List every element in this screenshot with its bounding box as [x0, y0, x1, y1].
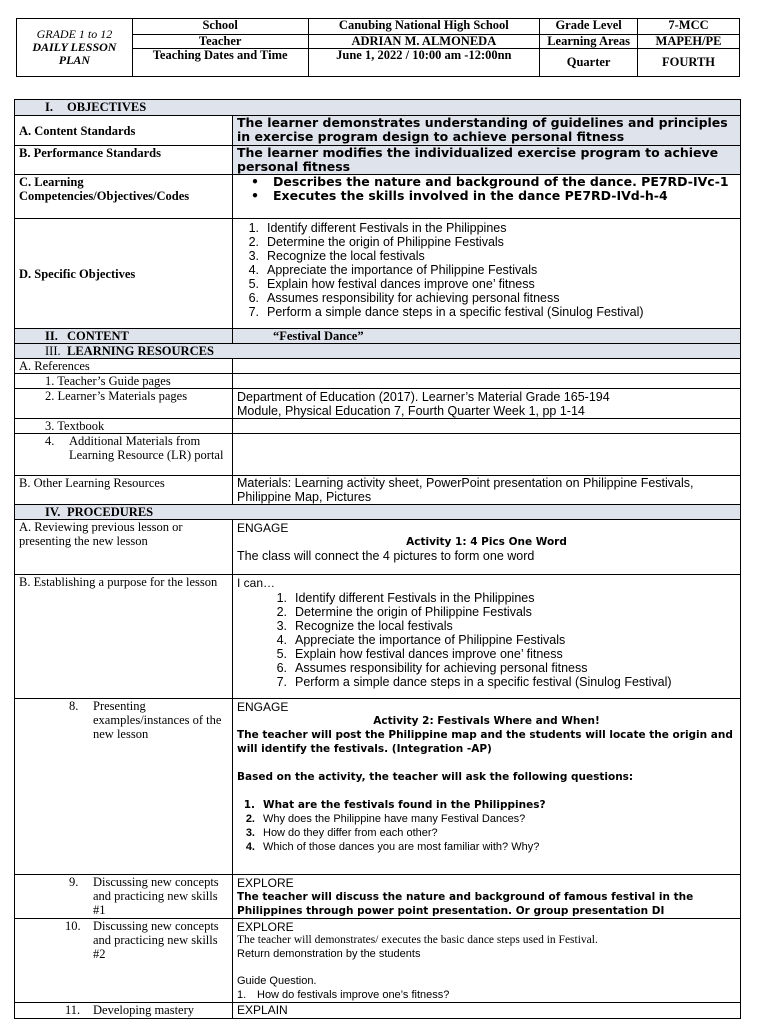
- other-resources-label: B. Other Learning Resources: [15, 476, 233, 505]
- specific-objective-item: 5. Explain how festival dances improve one’ fitness: [248, 277, 535, 291]
- procedure-c-question: 2. Why does the Philippine have many Festival Dances?: [245, 813, 526, 825]
- objectives-heading: [15, 100, 741, 116]
- procedure-c-text1: The teacher will post the Philippine map and the students will locate the origin and will identify the festivals. (Integration -AP): [237, 729, 733, 755]
- school-label: School: [132, 19, 308, 35]
- references-value: [233, 359, 741, 374]
- learning-areas-label: Learning Areas: [540, 35, 638, 49]
- competencies-list: [233, 175, 741, 219]
- additional-materials-label: 4. Additional Materials from Learning Resource (LR) portal: [15, 434, 233, 476]
- procedure-c-phase: ENGAGE: [237, 700, 289, 714]
- lesson-plan-table: [14, 99, 741, 1019]
- textbook-value: [233, 419, 741, 434]
- procedure-b-label: B. Establishing a purpose for the lesson: [15, 575, 233, 699]
- specific-objective-item: 6. Assumes responsibility for achieving personal fitness: [248, 291, 560, 305]
- teacher-value: ADRIAN M. ALMONEDA: [308, 35, 540, 49]
- procedure-c-body: [233, 699, 741, 875]
- procedure-e-text1: The teacher will demonstrates/ executes the basic dance steps used in Festival.: [237, 934, 598, 946]
- procedure-e-question: 1. How do festivals improve one’s fitness?: [237, 989, 450, 1001]
- procedure-c-questions: [237, 798, 736, 854]
- procedure-f-phase: EXPLAIN: [233, 1003, 741, 1019]
- procedure-b-item: 6. Assumes responsibility for achieving personal fitness: [276, 661, 588, 675]
- objectives-title: OBJECTIVES: [67, 100, 147, 114]
- procedure-a-text: The class will connect the 4 pictures to form one word: [237, 549, 535, 563]
- procedure-a-label: A. Reviewing previous lesson or presenting the new lesson: [15, 520, 233, 575]
- content-value: “Festival Dance”: [233, 329, 741, 344]
- procedure-f-label: 11. Developing mastery: [15, 1003, 233, 1019]
- performance-standards-value: The learner modifies the individualized exercise program to achieve personal fitness: [233, 146, 741, 175]
- performance-standards-label: B. Performance Standards: [15, 146, 233, 175]
- procedure-e-body: [233, 919, 741, 1003]
- procedure-a-activity: Activity 1: 4 Pics One Word: [406, 536, 567, 548]
- specific-objective-item: 1. Identify different Festivals in the Philippines: [248, 221, 507, 235]
- tg-value: [233, 374, 741, 389]
- procedure-c-text2: Based on the activity, the teacher will ask the following questions:: [237, 771, 634, 783]
- procedure-b-body: [233, 575, 741, 699]
- procedure-c-question: 4. Which of those dances you are most familiar with? Why?: [245, 841, 540, 853]
- references-label: A. References: [15, 359, 233, 374]
- procedure-b-item: 5. Explain how festival dances improve one’ fitness: [276, 647, 563, 661]
- content-heading: II. CONTENT: [15, 329, 233, 344]
- procedure-b-item: 2. Determine the origin of Philippine Festivals: [276, 605, 532, 619]
- specific-objectives-list: [233, 219, 741, 329]
- procedure-d-phase: EXPLORE: [237, 876, 294, 890]
- plan-label: [17, 19, 133, 77]
- dates-value: June 1, 2022 / 10:00 am -12:00nn: [308, 49, 540, 77]
- procedure-c-question: 1. What are the festivals found in the Philippines?: [243, 799, 546, 811]
- specific-objectives-label: D. Specific Objectives: [15, 219, 233, 329]
- dates-label: Teaching Dates and Time: [132, 49, 308, 77]
- procedure-c-question: 3. How do they differ from each other?: [245, 827, 438, 839]
- procedure-b-intro: I can…: [237, 576, 276, 590]
- grade-level-label: Grade Level: [540, 19, 638, 35]
- procedure-e-text2: Return demonstration by the students: [237, 948, 421, 960]
- procedure-d-body: [233, 875, 741, 919]
- quarter-label: Quarter: [540, 49, 638, 77]
- content-standards-value: The learner demonstrates understanding of guidelines and principles in exercise program design to achieve personal fitness: [233, 116, 741, 146]
- tg-label: 1. Teacher’s Guide pages: [15, 374, 233, 389]
- content-standards-label: A. Content Standards: [15, 116, 233, 146]
- procedure-c-label: 8. Presenting examples/instances of the new lesson: [15, 699, 233, 875]
- lm-value: Department of Education (2017). Learner’s Material Grade 165-194 Module, Physical Education 7, Fourth Quarter Week 1, pp 1-14: [233, 389, 741, 419]
- procedure-e-label: 10. Discussing new concepts and practicing new skills #2: [15, 919, 233, 1003]
- lm-label: 2. Learner’s Materials pages: [15, 389, 233, 419]
- specific-objective-item: 2. Determine the origin of Philippine Festivals: [248, 235, 504, 249]
- procedure-b-item: 4. Appreciate the importance of Philippine Festivals: [276, 633, 566, 647]
- teacher-label: Teacher: [132, 35, 308, 49]
- other-resources-value: Materials: Learning activity sheet, PowerPoint presentation on Philippine Festivals, Philippine Map, Pictures: [233, 476, 741, 505]
- grade-level-value: 7-MCC: [638, 19, 740, 35]
- procedure-c-activity: Activity 2: Festivals Where and When!: [373, 715, 600, 727]
- competency-item: • Executes the skills involved in the dance PE7RD-IVd-h-4: [251, 188, 668, 203]
- procedure-b-item: 1. Identify different Festivals in the Philippines: [276, 591, 535, 605]
- competencies-label: C. Learning Competencies/Objectives/Codes: [15, 175, 233, 219]
- plan-label-line3: PLAN: [58, 53, 91, 67]
- specific-objective-item: 7. Perform a simple dance steps in a specific festival (Sinulog Festival): [248, 305, 644, 319]
- resources-heading: III. LEARNING RESOURCES: [15, 344, 741, 359]
- procedures-heading: IV. PROCEDURES: [15, 505, 741, 520]
- additional-materials-value: [233, 434, 741, 476]
- procedure-a-phase: ENGAGE: [237, 521, 289, 535]
- procedure-e-guide: Guide Question.: [237, 975, 317, 987]
- procedure-d-label: 9. Discussing new concepts and practicing new skills #1: [15, 875, 233, 919]
- specific-objective-item: 3. Recognize the local festivals: [248, 249, 425, 263]
- textbook-label: 3. Textbook: [15, 419, 233, 434]
- plan-label-line1: GRADE 1 to 12: [36, 27, 113, 41]
- header-table: [16, 18, 740, 77]
- procedure-b-item: 3. Recognize the local festivals: [276, 619, 453, 633]
- plan-label-line2: DAILY LESSON: [32, 40, 117, 54]
- procedure-b-item: 7. Perform a simple dance steps in a specific festival (Sinulog Festival): [276, 675, 672, 689]
- procedure-e-phase: EXPLORE: [237, 920, 294, 934]
- competency-item: • Describes the nature and background of the dance. PE7RD-IVc-1: [251, 174, 729, 189]
- quarter-value: FOURTH: [638, 49, 740, 77]
- specific-objective-item: 4. Appreciate the importance of Philippine Festivals: [248, 263, 538, 277]
- learning-areas-value: MAPEH/PE: [638, 35, 740, 49]
- procedure-d-text: The teacher will discuss the nature and background of famous festival in the Philippines through power point presentation. Or group presentation DI: [237, 891, 694, 917]
- procedure-a-body: [233, 520, 741, 575]
- school-value: Canubing National High School: [308, 19, 540, 35]
- objectives-num: I.: [45, 100, 53, 114]
